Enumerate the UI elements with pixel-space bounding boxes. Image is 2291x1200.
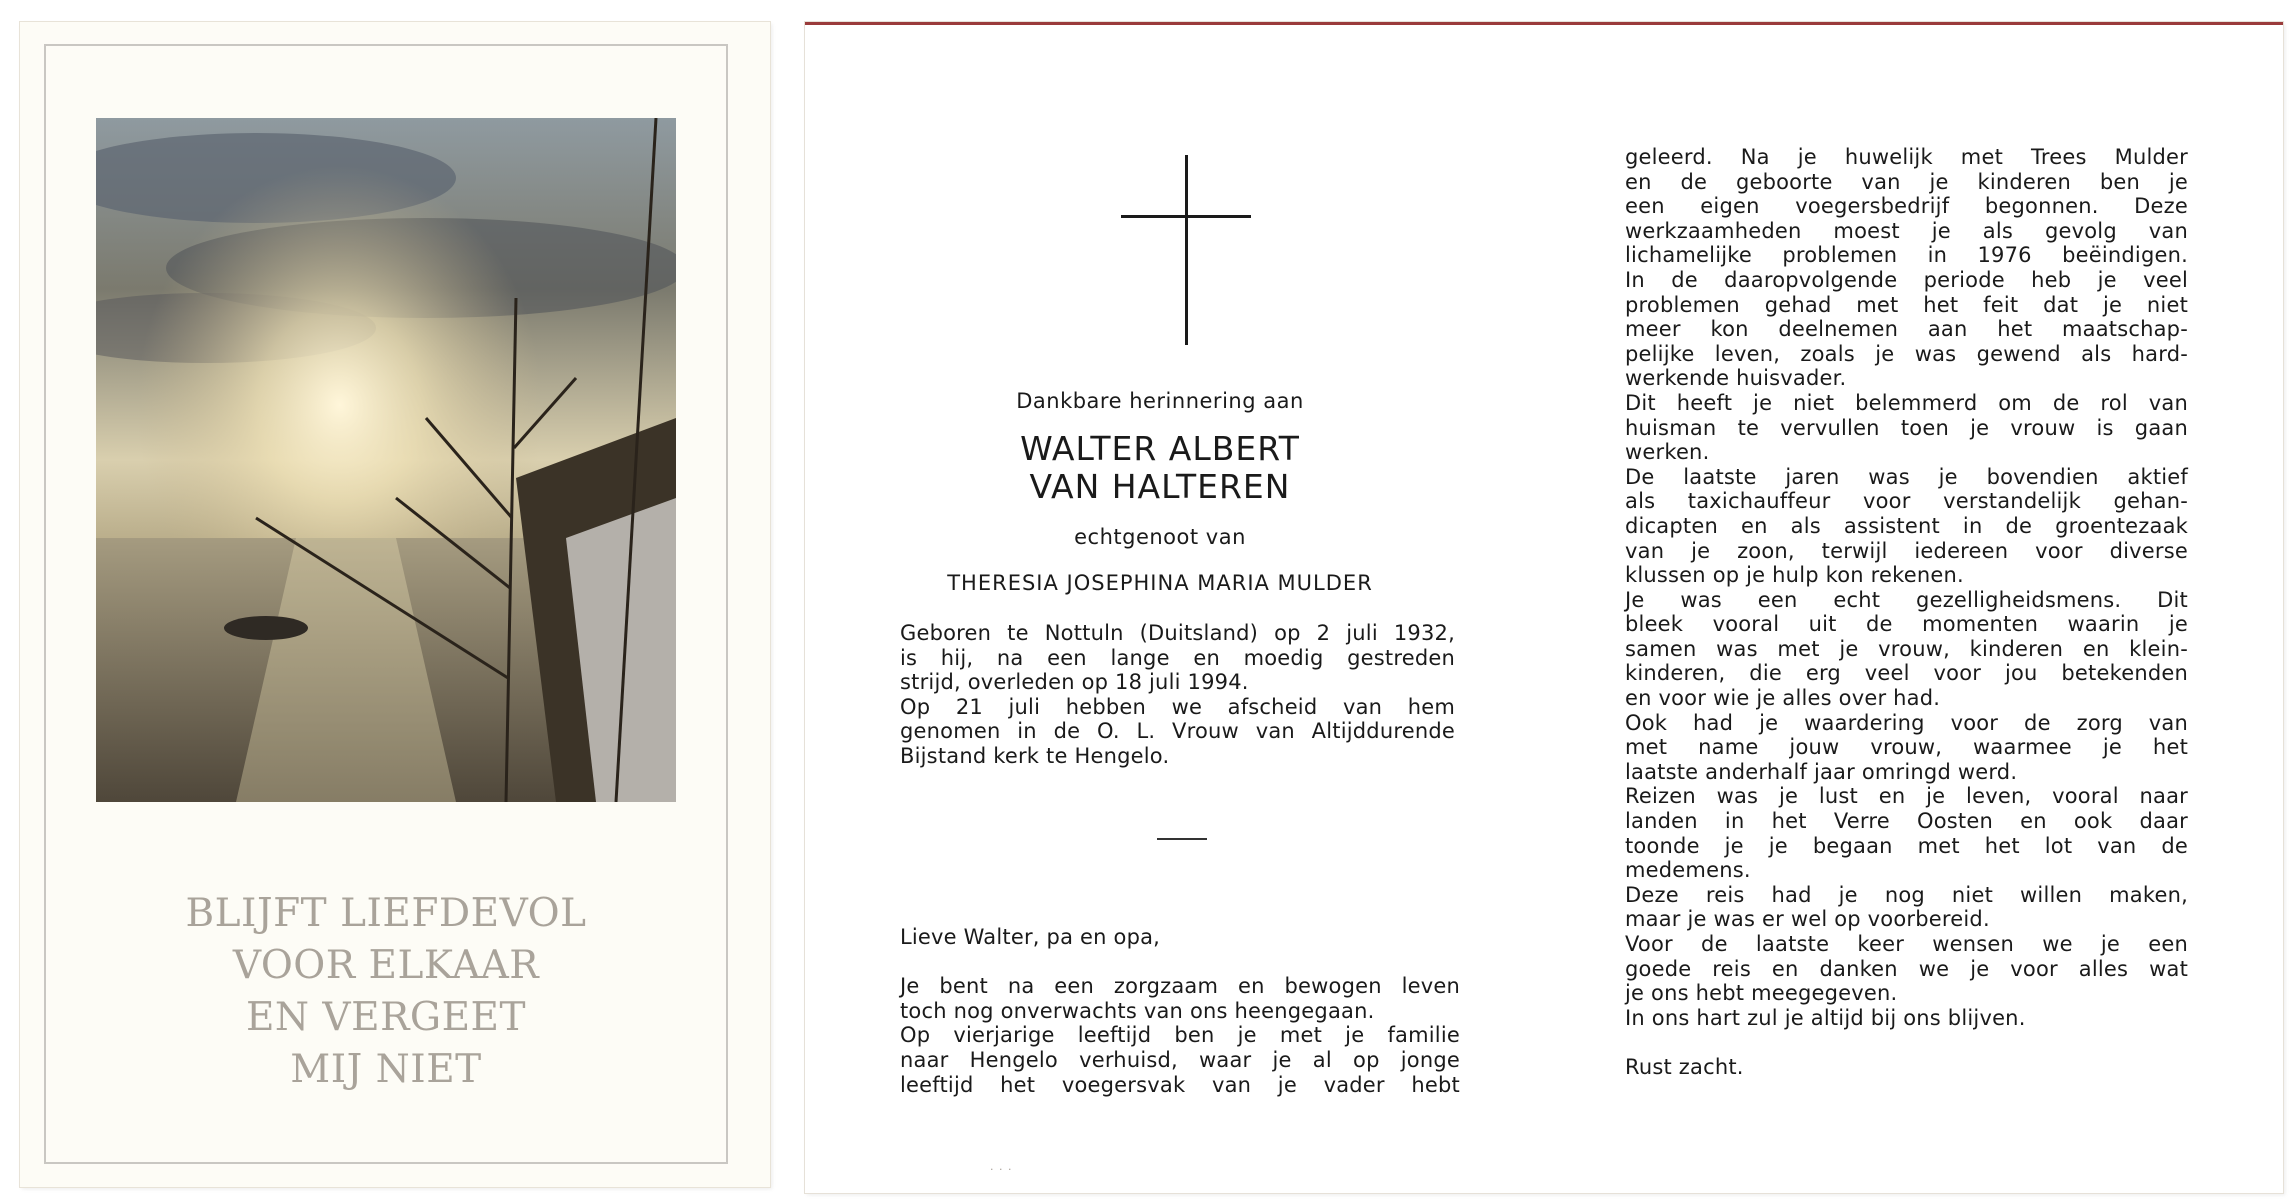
spouse-label: echtgenoot van	[1074, 525, 1246, 549]
verse-line: MIJ NIET	[290, 1047, 482, 1092]
biography-paragraph	[900, 621, 1455, 769]
letter-line: Op vierjarige leeftijd ben je met je familie	[900, 1023, 1460, 1048]
bio-line: strijd, overleden op 18 juli 1994.	[900, 670, 1249, 695]
letter-line: als taxichauffeur voor verstandelijk gehan-	[1625, 489, 2188, 514]
letter-line: samen was met je vrouw, kinderen en klein-	[1625, 636, 2188, 661]
letter-line: dicapten en als assistent in de groentezaak	[1625, 513, 2188, 538]
deceased-name	[885, 430, 1435, 506]
printer-mark: · · ·	[990, 1163, 1013, 1176]
letter-line: en voor wie je alles over had.	[1625, 686, 1941, 711]
lake-sunset-photo	[96, 118, 676, 802]
verse-line: BLIJFT LIEFDEVOL	[185, 891, 587, 936]
closing-line: Rust zacht.	[1625, 1054, 1744, 1079]
letter-line: bleek vooral uit de momenten waarin je	[1625, 612, 2188, 637]
bio-line: Op 21 juli hebben we afscheid van hem	[900, 694, 1455, 719]
bio-line: Geboren te Nottuln (Duitsland) op 2 juli 1932,	[900, 621, 1455, 645]
letter-line: Reizen was je lust en je leven, vooral naar	[1625, 784, 2188, 809]
bio-line: is hij, na een lange en moedig gestreden	[900, 645, 1455, 670]
bio-line: genomen in de O. L. Vrouw van Altijddurende	[900, 719, 1455, 744]
letter-line: pelijke leven, zoals je was gewend als hard-	[1625, 341, 2188, 366]
spouse-name: THERESIA JOSEPHINA MARIA MULDER	[947, 571, 1373, 595]
memorial-text-card	[805, 22, 2283, 1193]
verse	[46, 888, 726, 1096]
letter-line: toch nog onverwachts van ons heengegaan.	[900, 998, 1375, 1023]
letter-line: laatste anderhalf jaar omringd werd.	[1625, 759, 2018, 784]
letter-salutation: Lieve Walter, pa en opa,	[900, 925, 1161, 949]
letter-line: kinderen, die erg veel voor jou betekenden	[1625, 661, 2188, 686]
letter-continuation	[1625, 145, 2188, 1080]
letter-line: Deze reis had je nog niet willen maken,	[1625, 882, 2188, 907]
letter-line: In de daaropvolgende periode heb je veel	[1625, 267, 2188, 292]
letter-line: met name jouw vrouw, waarmee je het	[1625, 735, 2188, 760]
letter-line: medemens.	[1625, 858, 1751, 883]
letter-line: De laatste jaren was je bovendien aktief	[1625, 464, 2188, 489]
bio-line: Bijstand kerk te Hengelo.	[900, 743, 1170, 768]
letter-line: Je bent na een zorgzaam en bewogen leven	[900, 974, 1460, 999]
letter-line: goede reis en danken we je voor alles wat	[1625, 956, 2188, 981]
letter-line: maar je was er wel op voorbereid.	[1625, 907, 1990, 932]
letter-line: lichamelijke problemen in 1976 beëindigen.	[1625, 243, 2188, 268]
landscape-illustration	[96, 118, 676, 802]
letter-line: meer kon deelnemen aan het maatschap-	[1625, 317, 2188, 342]
card-border-frame	[44, 44, 728, 1164]
letter-line: Ook had je waardering voor de zorg van	[1625, 710, 2188, 735]
letter-line: en de geboorte van je kinderen ben je	[1625, 169, 2188, 194]
front-card	[20, 22, 770, 1187]
verse-line: VOOR ELKAAR	[232, 943, 540, 988]
name-line: VAN HALTEREN	[1029, 467, 1291, 506]
letter-line: Je was een echt gezelligheidsmens. Dit	[1625, 587, 2188, 612]
cross-icon-horizontal	[1121, 215, 1251, 218]
intro-text: Dankbare herinnering aan	[1016, 389, 1304, 413]
letter-paragraph	[900, 925, 1460, 1097]
letter-line: leeftijd het voegersvak van je vader hebt	[900, 1072, 1460, 1097]
letter-line: toonde je je begaan met het lot van de	[1625, 833, 2188, 858]
letter-line: problemen gehad met het feit dat je niet	[1625, 292, 2188, 317]
letter-line: Voor de laatste keer wensen we je een	[1625, 932, 2188, 956]
letter-line: je ons hebt meegegeven.	[1625, 981, 1898, 1006]
letter-line: van je zoon, terwijl iedereen voor diverse	[1625, 538, 2188, 563]
verse-line: EN VERGEET	[245, 995, 527, 1040]
letter-line: een eigen voegersbedrijf begonnen. Deze	[1625, 194, 2188, 219]
letter-line: landen in het Verre Oosten en ook daar	[1625, 809, 2188, 834]
letter-line: huisman te vervullen toen je vrouw is gaan	[1625, 415, 2188, 440]
name-line: WALTER ALBERT	[1020, 429, 1300, 468]
letter-line: Dit heeft je niet belemmerd om de rol van	[1625, 390, 2188, 415]
letter-line: werken.	[1625, 440, 1710, 465]
letter-line: werkzaamheden moest je als gevolg van	[1625, 218, 2188, 243]
letter-line: klussen op je hulp kon rekenen.	[1625, 563, 1964, 588]
letter-line: naar Hengelo verhuisd, waar je al op jonge	[900, 1047, 1460, 1072]
divider	[1157, 838, 1207, 840]
letter-line: geleerd. Na je huwelijk met Trees Mulder	[1625, 145, 2188, 169]
cross-icon-vertical	[1185, 155, 1188, 345]
letter-line: werkende huisvader.	[1625, 366, 1847, 391]
letter-line: In ons hart zul je altijd bij ons blijven.	[1625, 1005, 2026, 1030]
